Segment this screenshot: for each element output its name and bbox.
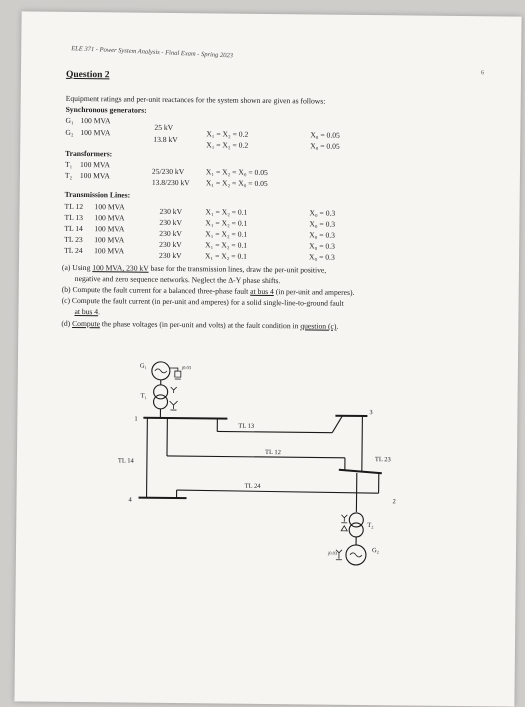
g1-ground-reactance: j0.03: [181, 365, 192, 370]
g2-ground-reactance: j0.03: [327, 551, 338, 556]
g1-ground-reactor: [170, 368, 181, 377]
part-c-line1: (c) Compute the fault current (in per-unit and amperes) for a solid single-line-to-ground fault: [62, 296, 344, 308]
course-header: ELE 371 - Power System Analysis - Final Exam - Spring 2023: [71, 45, 233, 59]
tl24-name: TL 24: [64, 246, 83, 255]
tl24-rating: 100 MVA: [94, 246, 124, 255]
gen1-x12: X₁ = X₂ = 0.2: [206, 129, 248, 138]
tl12-voltage: 230 kV: [159, 207, 182, 216]
gen2-name: G₂: [65, 128, 73, 137]
generators-heading: Synchronous generators:: [66, 105, 147, 115]
g2-label: G₂: [372, 547, 379, 554]
bus3-label: 3: [369, 409, 372, 416]
tl12-x0: X₀ = 0.3: [309, 208, 335, 217]
tl13-rating: 100 MVA: [94, 213, 124, 222]
t1-label: T₁: [141, 393, 147, 400]
tl13-x12: X₁ = X₂ = 0.1: [205, 218, 247, 227]
tl14-x0: X₀ = 0.3: [309, 230, 335, 239]
t1-wye-ground-symbol: [169, 401, 177, 410]
intro-text: Equipment ratings and per-unit reactances for the system shown are given as follows:: [66, 94, 326, 106]
bus-1: [143, 418, 227, 419]
t1-name: T₁: [65, 160, 72, 169]
tl24-voltage: 230 kV: [159, 251, 182, 260]
tl23-rating: 100 MVA: [94, 235, 124, 244]
t2-x: X₁ = X₂ = X₀ = 0.05: [206, 178, 268, 188]
t1-voltage: 25/230 kV: [152, 167, 184, 176]
gen1-name: G₁: [65, 116, 73, 125]
t1-rating: 100 MVA: [80, 160, 110, 169]
tl12-x12: X₁ = X₂ = 0.1: [205, 207, 247, 216]
page-number: 6: [481, 70, 484, 76]
part-c-line2: at bus 4.: [74, 307, 100, 316]
gen2-x0: X₀ = 0.05: [310, 141, 340, 150]
tl12-label: TL 12: [265, 449, 281, 456]
t2-label: T₂: [367, 522, 373, 529]
tl24-x0: X₀ = 0.3: [309, 252, 335, 261]
tl14-label: TL 14: [118, 457, 135, 464]
tl23-voltage: 230 kV: [159, 240, 182, 249]
tl13-label: TL 13: [238, 423, 254, 430]
part-d: (d) Compute the phase voltages (in per-unit and volts) at the fault condition in question (c).: [61, 319, 338, 331]
tl23-x12: X₁ = X₂ = 0.1: [205, 240, 247, 249]
tl24-x12: X₁ = X₂ = 0.1: [205, 251, 247, 260]
tl13-x0: X₀ = 0.3: [309, 219, 335, 228]
gen1-voltage: 25 kV: [154, 123, 173, 132]
bus1-label: 1: [134, 416, 137, 423]
tl14-line: [147, 418, 148, 498]
part-d-compute: Compute: [72, 319, 100, 328]
part-d-question-ref: question (c): [300, 321, 336, 330]
t1-x: X₁ = X₂ = X₀ = 0.05: [206, 167, 268, 177]
tl24-label: TL 24: [245, 483, 262, 490]
gen1-rating: 100 MVA: [80, 116, 110, 125]
t2-name: T₂: [65, 171, 72, 180]
tl13-name: TL 13: [64, 213, 83, 222]
part-b-bus: at bus 4: [250, 287, 274, 296]
t2-voltage: 13.8/230 kV: [152, 178, 190, 187]
gen2-voltage: 13.8 kV: [153, 135, 178, 144]
tl14-voltage: 230 kV: [159, 229, 182, 238]
gen2-rating: 100 MVA: [80, 128, 110, 137]
tl13-voltage: 230 kV: [159, 218, 182, 227]
gen1-x0: X₀ = 0.05: [310, 130, 340, 139]
part-a-line1: (a) Using 100 MVA, 230 kV base for the transmission lines, draw the per-unit positive,: [62, 263, 326, 275]
bus2-label: 2: [392, 498, 395, 505]
t2-wye-ground-symbol: [341, 515, 347, 523]
tl12-line: [167, 456, 345, 458]
tl14-x12: X₁ = X₂ = 0.1: [205, 229, 247, 238]
g1-sine-glyph: [155, 369, 167, 373]
part-c-bus: at bus 4: [74, 307, 98, 316]
one-line-diagram: [14, 11, 521, 706]
tl24-line: [177, 490, 379, 493]
tl13-line: [217, 431, 332, 432]
t2-rating: 100 MVA: [80, 171, 110, 180]
bus-2: [339, 470, 382, 473]
tl23-label: TL 23: [375, 456, 391, 463]
bus-4: [139, 498, 187, 499]
transformer-t2-secondary: [349, 523, 363, 537]
tl14-rating: 100 MVA: [94, 224, 124, 233]
tl23-name: TL 23: [64, 235, 83, 244]
part-a-base: 100 MVA, 230 kV: [92, 263, 148, 273]
lines-heading: Transmission Lines:: [65, 190, 131, 200]
g2-sine-glyph: [350, 553, 362, 557]
tl14-name: TL 14: [64, 224, 83, 233]
g1-label: G₁: [140, 363, 147, 370]
t2-delta-symbol: [341, 526, 347, 531]
transformers-heading: Transformers:: [65, 149, 112, 158]
part-b: (b) Compute the fault current for a balanced three-phase fault at bus 4 (in per-unit and amperes).: [62, 285, 355, 297]
gen2-x12: X₁ = X₂ = 0.2: [206, 140, 248, 149]
part-a-line2: negative and zero sequence networks. Neglect the Δ-Y phase shifts.: [75, 274, 281, 285]
transformer-t1-secondary: [153, 395, 167, 409]
t1-wye-symbol: [171, 387, 177, 393]
bus4-label: 4: [128, 497, 132, 504]
tl12-name: TL 12: [65, 202, 84, 211]
tl23-x0: X₀ = 0.3: [309, 241, 335, 250]
tl12-rating: 100 MVA: [95, 202, 125, 211]
exam-page: [14, 11, 521, 706]
question-title: Question 2: [66, 70, 110, 80]
tl23-line: [362, 416, 363, 472]
